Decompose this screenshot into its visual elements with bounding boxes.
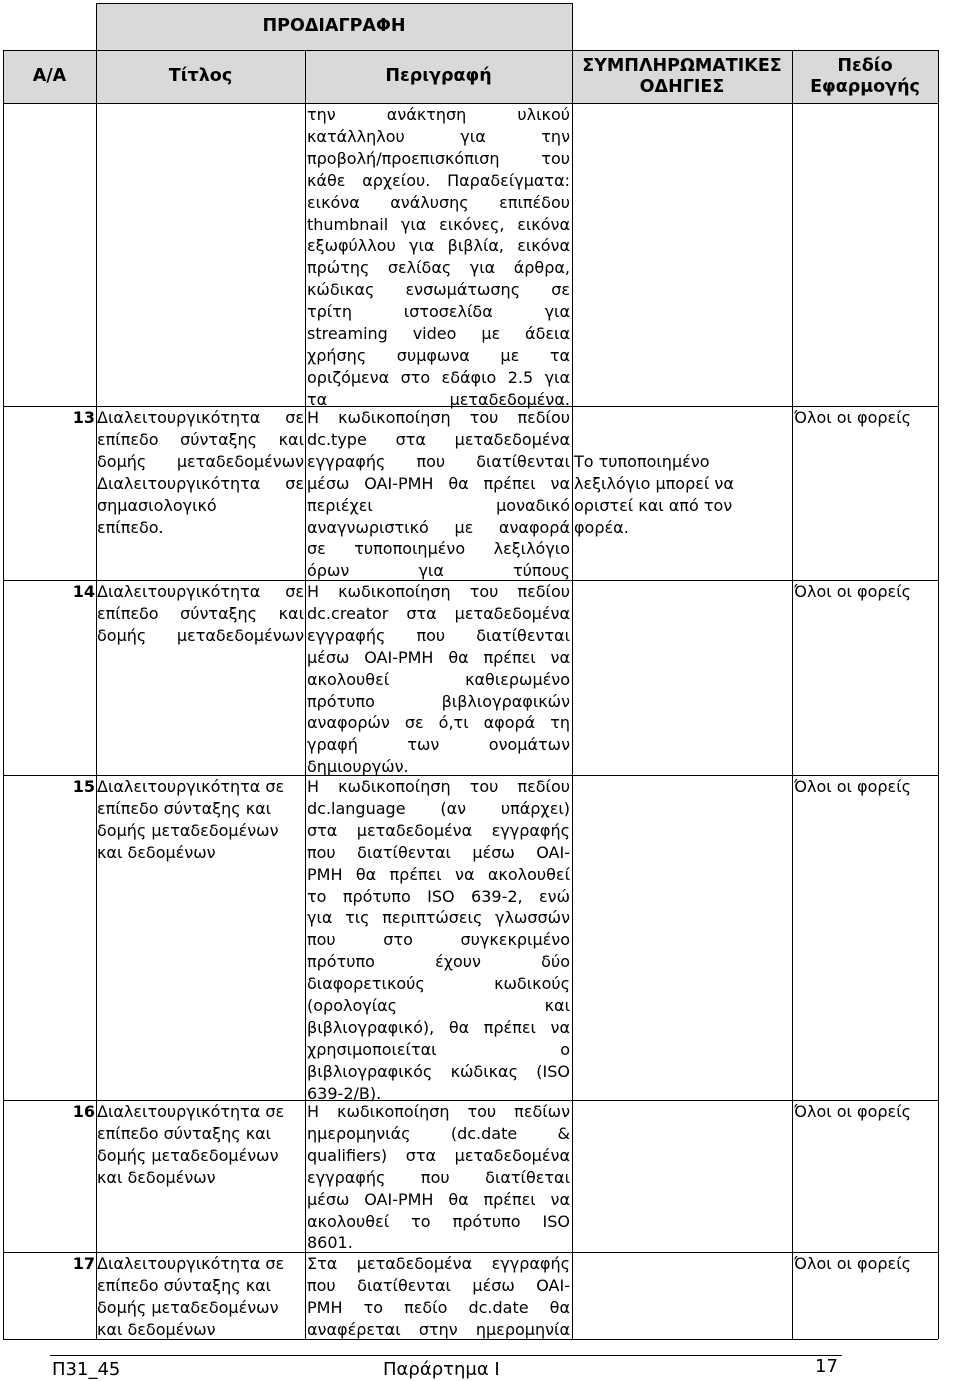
footer-doc-code: Π31_45: [52, 1359, 121, 1380]
col-line-3: [572, 3, 573, 1339]
row-title: Διαλειτουργικότητα σε επίπεδο σύνταξης και δομής μεταδεδομένων: [97, 582, 304, 645]
row-number: 16: [72, 1102, 95, 1121]
row-scope: Όλοι οι φορείς: [794, 777, 911, 796]
row-description: Η κωδικοποίηση του πεδίων ημερομηνιάς (dc.date & qualifiers) στα μεταδεδομένα εγγραφής που διατίθεται μέσω OAI-PMH θα πρέπει να ακολουθεί το πρότυπο ISO 8601.: [307, 1102, 570, 1253]
row-title: Διαλειτουργικότητα σε επίπεδο σύνταξης και δομής μεταδεδομένων και δεδομένων: [97, 1102, 285, 1187]
title-column-header: Τίτλος: [168, 66, 233, 86]
notes-column-header: ΣΥΜΠΛΗΡΩΜΑΤΙΚΕΣ ΟΔΗΓΙΕΣ: [582, 55, 782, 97]
col-line-0: [3, 50, 4, 1339]
rule-footer: [50, 1355, 842, 1356]
row-notes: Το τυποποιημένο λεξιλόγιο μπορεί να οριστεί και από τον φορέα.: [574, 452, 734, 537]
row-number: 17: [72, 1254, 95, 1273]
row-description: Στα μεταδεδομένα εγγραφής που διατίθενται μέσω OAI- PMH το πεδίο dc.date θα αναφέρεται στην ημερομηνία: [307, 1254, 570, 1339]
row-description: Η κωδικοποίηση του πεδίου dc.language (αν υπάρχει) στα μεταδεδομένα εγγραφής που διατίθενται μέσω OAI- PMH θα πρέπει να ακολουθεί το πρότυπο ISO 639-2, ενώ για τις περιπτώσεις γλωσσών που στο συγκεκριμένο πρότυπο έχουν δύο διαφορετικούς κωδικούς (ορολογίας και βιβλιογραφικό), θα πρέπει να χρησιμοποιείται ο βιβλιογραφικός κώδικας (ISO 639-2/B).: [307, 777, 570, 1103]
row-scope: Όλοι οι φορείς: [794, 582, 911, 601]
row-number: 14: [72, 582, 95, 601]
footer-appendix: Παράρτημα Ι: [383, 1359, 500, 1380]
row-scope: Όλοι οι φορείς: [794, 408, 911, 427]
row-title: Διαλειτουργικότητα σε επίπεδο σύνταξης και δομής μεταδεδομένων και δεδομένων: [97, 1254, 285, 1339]
col-line-4: [792, 50, 793, 1339]
description-column-header: Περιγραφή: [385, 66, 492, 86]
row-description: την ανάκτηση υλικού κατάλληλου για την προβολή/προεπισκόπιση του κάθε αρχείου. Παραδείγματα: εικόνα ανάλυσης επιπέδου thumbnail για εικόνες, εικόνα εξωφύλλου για βιβλία, εικόνα πρώτης σελίδας για άρθρα, κώδικας ενσωμάτωσης σε τρίτη ιστοσελίδα για streaming video με άδεια χρήσης συμφωνα με τα οριζόμενα στο εδάφιο 2.5 για τα μεταδεδομένα.: [307, 105, 570, 409]
spec-group-header: ΠΡΟΔΙΑΓΡΑΦΗ: [262, 16, 406, 36]
aa-column-header: Α/Α: [32, 66, 67, 86]
row-number: 13: [72, 408, 95, 427]
col-line-2: [305, 50, 306, 1339]
row-description: Η κωδικοποίηση του πεδίου dc.type στα μεταδεδομένα εγγραφής που διατίθενται μέσω OAI-PMH θα πρέπει να περιέχει μοναδικό αναγνωριστικό με αναφορά σε τυποποιημένο λεξιλόγιο όρων για τύπους: [307, 408, 570, 581]
row-scope: Όλοι οι φορείς: [794, 1102, 911, 1121]
row-number: 15: [72, 777, 95, 796]
row-title: Διαλειτουργικότητα σε επίπεδο σύνταξης και δομής μεταδεδομένων Διαλειτουργικότητα σε σημασιολογικό επίπεδο.: [97, 408, 304, 537]
row-description: Η κωδικοποίηση του πεδίου dc.creator στα μεταδεδομένα εγγραφής που διατίθενται μέσω OAI-PMH θα πρέπει να ακολουθεί καθιερωμένο πρότυπο βιβλιογραφικών αναφορών σε ό,τι αφορά τη γραφή των ονομάτων δημιουργών.: [307, 582, 570, 777]
footer-page-number: 17: [815, 1356, 838, 1377]
row-title: Διαλειτουργικότητα σε επίπεδο σύνταξης και δομής μεταδεδομένων και δεδομένων: [97, 777, 285, 862]
col-line-5: [938, 50, 939, 1339]
scope-column-header: Πεδίο Εφαρμογής: [810, 55, 920, 97]
row-scope: Όλοι οι φορείς: [794, 1254, 911, 1273]
